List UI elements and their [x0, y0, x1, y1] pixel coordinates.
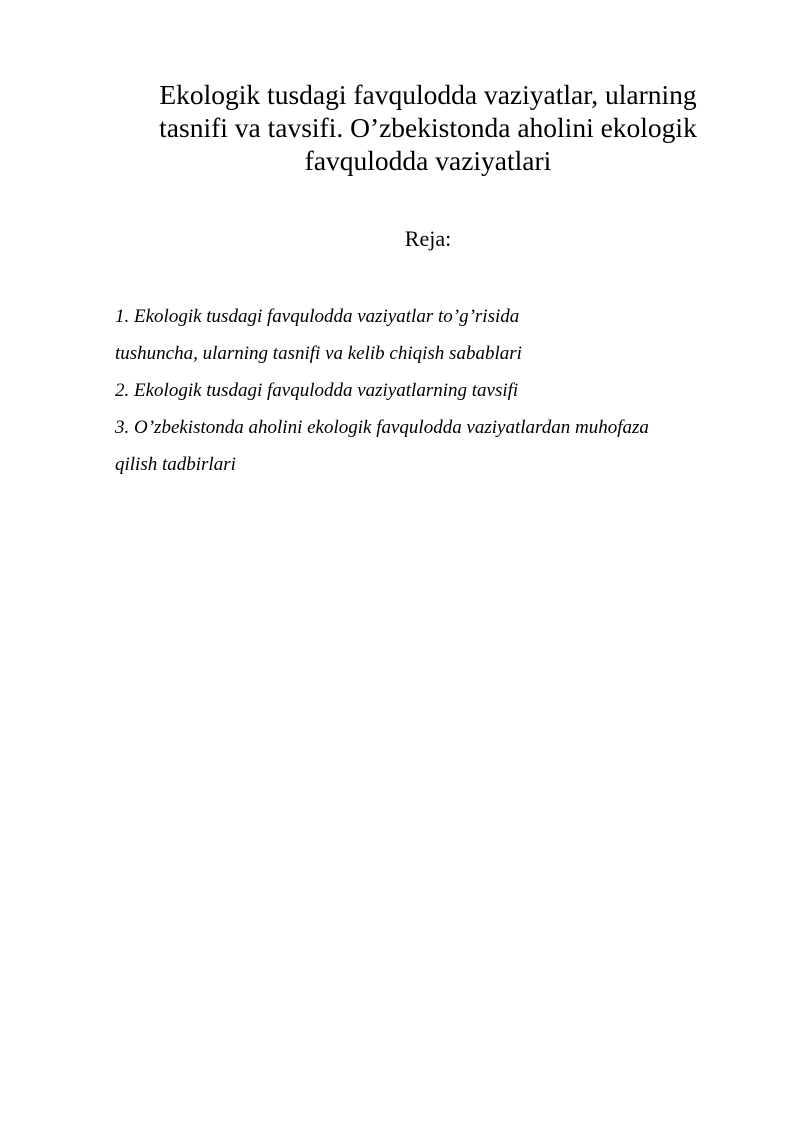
- title-line-2: tasnifi va tavsifi. O’zbekistonda aholini ekologik: [159, 112, 697, 143]
- title-line-3: favqulodda vaziyatlari: [304, 145, 552, 176]
- plan-line-5: qilish tadbirlari: [115, 454, 236, 475]
- plan-line-2: tushuncha, ularning tasnifi va kelib chiqish sabablari: [115, 343, 522, 364]
- plan-line-4: 3. O’zbekistonda aholini ekologik favqulodda vaziyatlardan muhofaza: [115, 417, 649, 438]
- plan-line-1: 1. Ekologik tusdagi favqulodda vaziyatlar to’g’risida: [115, 306, 520, 327]
- plan-list: [115, 298, 755, 483]
- title-line-1: Ekologik tusdagi favqulodda vaziyatlar, ularning: [159, 79, 697, 110]
- plan-heading: Reja:: [404, 226, 452, 251]
- plan-line-3: 2. Ekologik tusdagi favqulodda vaziyatlarning tavsifi: [115, 380, 519, 401]
- document-title: [126, 78, 730, 177]
